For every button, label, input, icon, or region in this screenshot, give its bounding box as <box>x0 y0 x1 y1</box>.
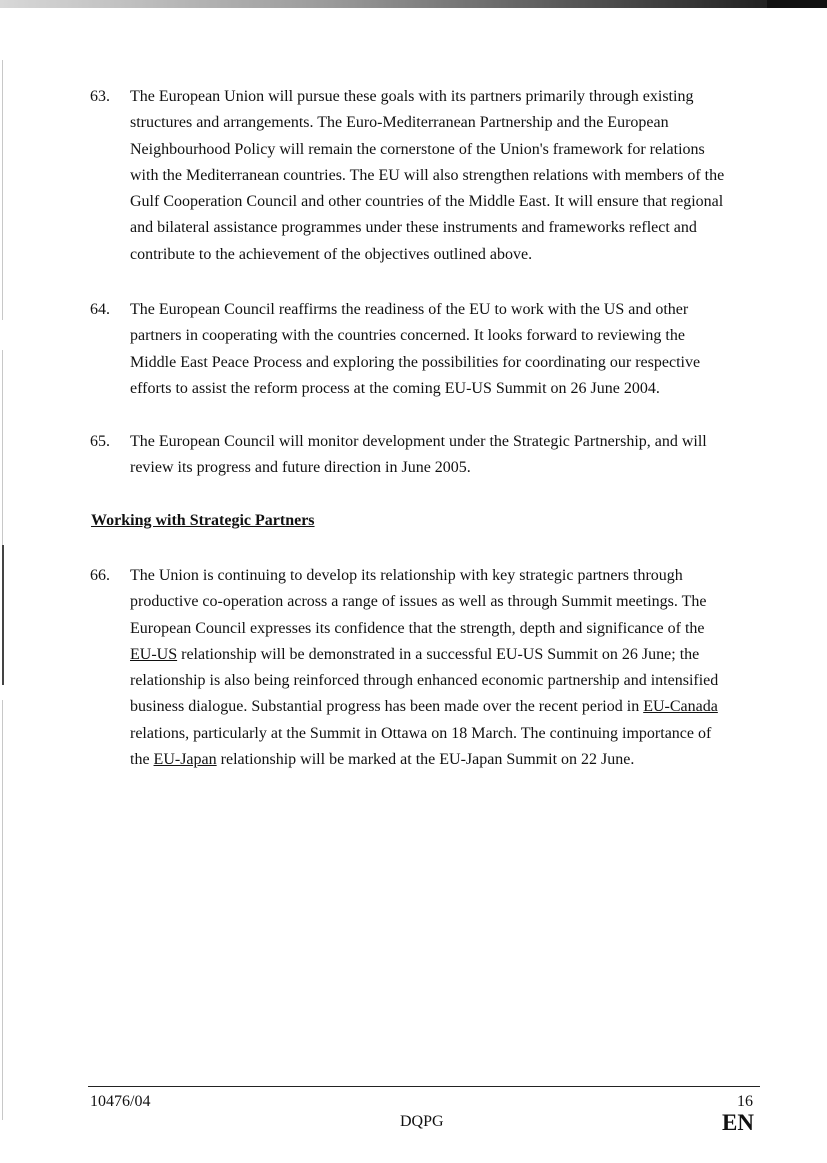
scan-left-edge <box>2 700 3 1120</box>
underlined-term: EU-Canada <box>643 698 718 716</box>
paragraph-63 <box>88 84 756 268</box>
line-text: the <box>130 751 154 769</box>
paragraph-line: and bilateral assistance programmes under these instruments and frameworks reflect and <box>130 219 697 237</box>
line-text: relationship will be demonstrated in a successful EU-US Summit on 26 June; the <box>177 645 700 663</box>
paragraph-number: 65. <box>90 433 110 450</box>
paragraph-number: 64. <box>90 301 110 318</box>
scan-top-corner <box>767 0 827 8</box>
paragraph-line: Neighbourhood Policy will remain the cornerstone of the Union's framework for relations <box>130 140 705 158</box>
section-heading: Working with Strategic Partners <box>91 512 315 529</box>
paragraph-line: partners in cooperating with the countries concerned. It looks forward to reviewing the <box>130 327 685 345</box>
scan-top-edge <box>0 0 827 8</box>
paragraph-line: The European Council reaffirms the readiness of the EU to work with the US and other <box>130 301 689 318</box>
paragraph-line: productive co-operation across a range of issues as well as through Summit meetings. The <box>130 593 707 611</box>
paragraph-line: relations, particularly at the Summit in Ottawa on 18 March. The continuing importance of <box>130 724 712 742</box>
paragraph-66 <box>88 563 756 773</box>
paragraph-64 <box>88 297 756 402</box>
scan-left-edge <box>2 60 3 320</box>
footer-divider <box>88 1086 760 1087</box>
paragraph-line: The European Union will pursue these goals with its partners primarily through existing <box>130 88 694 105</box>
footer-department: DQPG <box>400 1113 444 1130</box>
line-text: relationship will be marked at the EU-Japan Summit on 22 June. <box>216 751 635 769</box>
paragraph-number: 63. <box>90 88 110 105</box>
paragraph-line: structures and arrangements. The Euro-Mediterranean Partnership and the European <box>130 114 669 132</box>
line-text: business dialogue. Substantial progress has been made over the recent period in <box>130 698 644 716</box>
scan-left-mark <box>2 545 4 685</box>
paragraph-number: 66. <box>90 567 110 584</box>
paragraph-65 <box>88 429 756 482</box>
paragraph-line: review its progress and future direction in June 2005. <box>130 459 471 477</box>
paragraph-line: Middle East Peace Process and exploring the possibilities for coordinating our respective <box>130 353 701 371</box>
paragraph-line: Gulf Cooperation Council and other countries of the Middle East. It will ensure that regional <box>130 193 724 211</box>
underlined-term: EU-US <box>130 645 178 663</box>
paragraph-line: with the Mediterranean countries. The EU will also strengthen relations with members of the <box>130 166 725 184</box>
paragraph-line <box>130 642 756 668</box>
paragraph-line <box>130 694 756 720</box>
paragraph-line: relationship is also being reinforced through enhanced economic partnership and intensified <box>130 672 719 690</box>
paragraph-line: European Council expresses its confidence that the strength, depth and significance of the <box>130 619 705 637</box>
language-code: EN <box>722 1110 754 1135</box>
paragraph-line: The Union is continuing to develop its relationship with key strategic partners through <box>130 567 683 584</box>
scan-left-edge <box>2 350 3 550</box>
underlined-term: EU-Japan <box>153 751 217 769</box>
paragraph-line: efforts to assist the reform process at the coming EU-US Summit on 26 June 2004. <box>130 379 660 397</box>
paragraph-line: contribute to the achievement of the objectives outlined above. <box>130 245 533 263</box>
paragraph-line <box>130 747 756 773</box>
page-number: 16 <box>737 1093 753 1110</box>
paragraph-line: The European Council will monitor development under the Strategic Partnership, and will <box>130 433 707 450</box>
document-reference: 10476/04 <box>90 1093 151 1110</box>
